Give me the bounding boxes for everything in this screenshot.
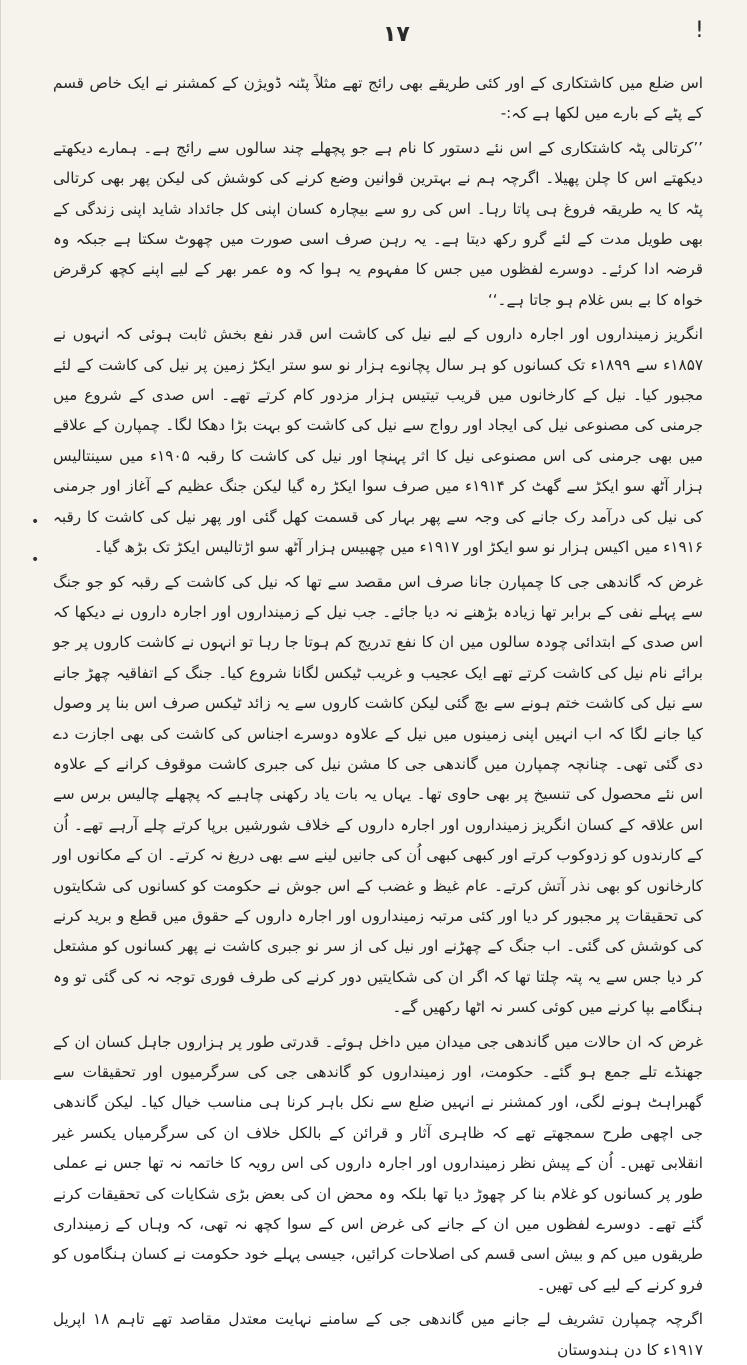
paragraph-intro: اس ضلع میں کاشتکاری کے اور کئی طریقے بھی رائج تھے مثلاً پٹنہ ڈویژن کے کمشنر نے ایک خاص قسم کے پٹے کے بارے میں لکھا ہے کہ:- [53,74,703,123]
margin-dot: • [31,514,40,530]
body-text [53,68,703,1365]
paragraph-indigo-cultivation: انگریز زمینداروں اور اجارہ داروں کے لیے نیل کی کاشت اس قدر نفع بخش ثابت ہوئی کہ انہوں نے ۱۸۵۷ء سے ۱۸۹۹ء تک کسانوں کو ہر سال پچانوے ہزار نو سو ستر ایکڑ زمین پر نیل کی کاشت کے لئے مجبور کیا۔ نیل کے کارخانوں میں قریب تیتیس ہزار مزدور کام کرتے تھے۔ اس صدی کے شروع میں جرمنی کی مصنوعی نیل کی ایجاد اور رواج سے نیل کی کاشت کو بہت بڑا دھکا لگا۔ چمپارن کے علاقے میں بھی جرمنی کی اس مصنوعی نیل کا اثر پہنچا اور نیل کی کاشت کا رقبہ ۱۹۰۵ء میں سینتالیس ہزار آٹھ سو ایکڑ سے گھٹ کر ۱۹۱۴ء میں صرف سوا ایکڑ رہ گیا لیکن جنگ عظیم کے آغاز اور جرمنی کی نیل کی درآمد رک جانے کی وجہ سے پھر بہار کی قسمت کھل گئی اور پھر نیل کی کاشت کا رقبہ ۱۹۱۶ء میں اکیس ہزار نو سو ایکڑ اور ۱۹۱۷ء میں چھبیس ہزار آٹھ سو اڑتالیس ایکڑ تک بڑھ گیا۔ [53,325,704,557]
paragraph-gandhi-in-field: غرض کہ ان حالات میں گاندھی جی میدان میں داخل ہوئے۔ قدرتی طور پر ہزاروں جاہل کسان ان کے جھنڈے تلے جمع ہو گئے۔ حکومت، اور زمینداروں کو گاندھی جی کی سرگرمیوں اور تحقیقات سے گھبراہٹ ہونے لگی، اور کمشنر نے انہیں ضلع سے نکل باہر کرنا ہی مناسب خیال کیا۔ لیکن گاندھی جی اچھی طرح سمجھتے تھے کہ ظاہری آثار و قرائن کے بالکل خلاف ان کی سرگرمیاں یکسر غیر انقلابی تھیں۔ اُن کے پیش نظر زمینداروں اور اجارہ داروں کی اس رویہ کا خاتمہ نہ تھا جس نے عملی طور پر کسانوں کو غلام بنا کر چھوڑ دیا تھا بلکہ وہ محض ان کی بعض بڑی شکایات کی تحقیقات کرنے گئے تھے۔ دوسرے لفظوں میں ان کے جانے کی غرض اس کے سوا کچھ نہ تھی، کہ وہاں کے زمینداری طریقوں میں کم و بیش اسی قسم کی اصلاحات کرائیں، جیسی پہلے خود حکومت نے کسان ہنگاموں کو فرو کرنے کے لیے کی تھیں۔ [53,1032,703,1294]
page-number: ۱۷ [383,22,410,47]
margin-dot: • [31,552,40,568]
paragraph-quote-kartali-patta: ’’کرتالی پٹہ کاشتکاری کے اس نئے دستور کا نام ہے جو پچھلے چند سالوں سے رائج ہے۔ ہمارے دیکھتے دیکھتے اس کا چلن پھیلا۔ اگرچہ ہم نے بہترین قوانین وضع کرنے کی کوشش کی لیکن پھر بھی کرتالی پٹہ کا یہ طریقہ فروغ ہی پاتا رہا۔ اس کی رو سے بیچارہ کسان اپنی کل جائداد شاید اپنی زندگی کے بھی طویل مدت کے لئے گرو رکھ دیتا ہے۔ یہ رہن صرف اسی صورت میں چھوٹ سکتا ہے جبکہ وہ قرضہ ادا کرئے۔ دوسرے لفظوں میں جس کا مفہوم یہ ہوا کہ وہ عمر بھر کے لیے اپنے کچھ کرقرض خواہ کا بے بس غلام ہو جاتا ہے۔‘‘ [53,138,703,309]
paragraph-gandhi-mission: غرض کہ گاندھی جی کا چمپارن جانا صرف اس مقصد سے تھا کہ نیل کی کاشت کے رقبہ کو جو جنگ سے پہلے نفی کے برابر تھا زیادہ بڑھنے نہ دیا جائے۔ جب نیل کے زمینداروں اور اجارہ داروں نے دیکھا کہ اس صدی کے ابتدائی چودہ سالوں میں ان کا نفع تدریج کم ہوتا جا رہا تو انہوں نے کاشت کاروں پر جو برائے نام نیل کی کاشت کرتے تھے ایک عجیب و غریب ٹیکس لگانا شروع کیا۔ جنگ کے اتفاقیہ چھڑ جانے سے نیل کی کاشت ختم ہونے سے بچ گئی لیکن کاشت کاروں سے یہ زائد ٹیکس صرف اس بنا پر وصول کیا جانے لگا کہ اب انہیں اپنی زمینوں میں نیل کے علاوہ دوسرے اجناس کی کاشت کی بھی اجازت دے دی گئی تھی۔ چنانچہ چمپارن میں گاندھی جی کا مشن نیل کی جبری کاشت موقوف کرانے کے علاوہ اس نئے محصول کی تنسیخ پر بھی حاوی تھا۔ یہاں یہ بات یاد رکھنی چاہیے کہ پچھلے چالیس برس سے اس علاقہ کے کسان انگریز زمینداروں اور اجارہ داروں کے خلاف شورشیں برپا کرتے چلے آرہے تھے۔ اُن کے کارندوں کو زدوکوب کرتے اور کبھی کبھی اُن کی جانیں لینے سے بھی دریغ نہ کرتے۔ ان کے مکانوں اور کارخانوں کو بھی نذر آتش کرتے۔ عام غیظ و غضب کے اس جوش نے حکومت کو کسانوں کی شکایتوں کی تحقیقات پر مجبور کر دیا اور کئی مرتبہ زمینداروں اور اجارہ داروں کے حقوق میں قطع و برید کرنے کی کوشش کی گئی۔ اب جنگ کے چھڑنے اور نیل کی از سر نو جبری کاشت نے پھر کسانوں کو مشتعل کر دیا جس سے یہ پتہ چلتا تھا کہ اگر ان کی شکایتیں دور کرنے کی طرف فوری توجہ نہ کی گئی تو وہ ہنگامے بپا کرنے میں کوئی کسر نہ اٹھا رکھیں گے۔ [53,572,703,1017]
corner-mark: ! [695,18,704,43]
paragraph-final-line: اگرچہ چمپارن تشریف لے جانے میں گاندھی جی کے سامنے نہایت معتدل مقاصد تھے تاہم ۱۸ اپریل ۱۹۱۷ء کا دن ہندوستان [53,1310,703,1359]
